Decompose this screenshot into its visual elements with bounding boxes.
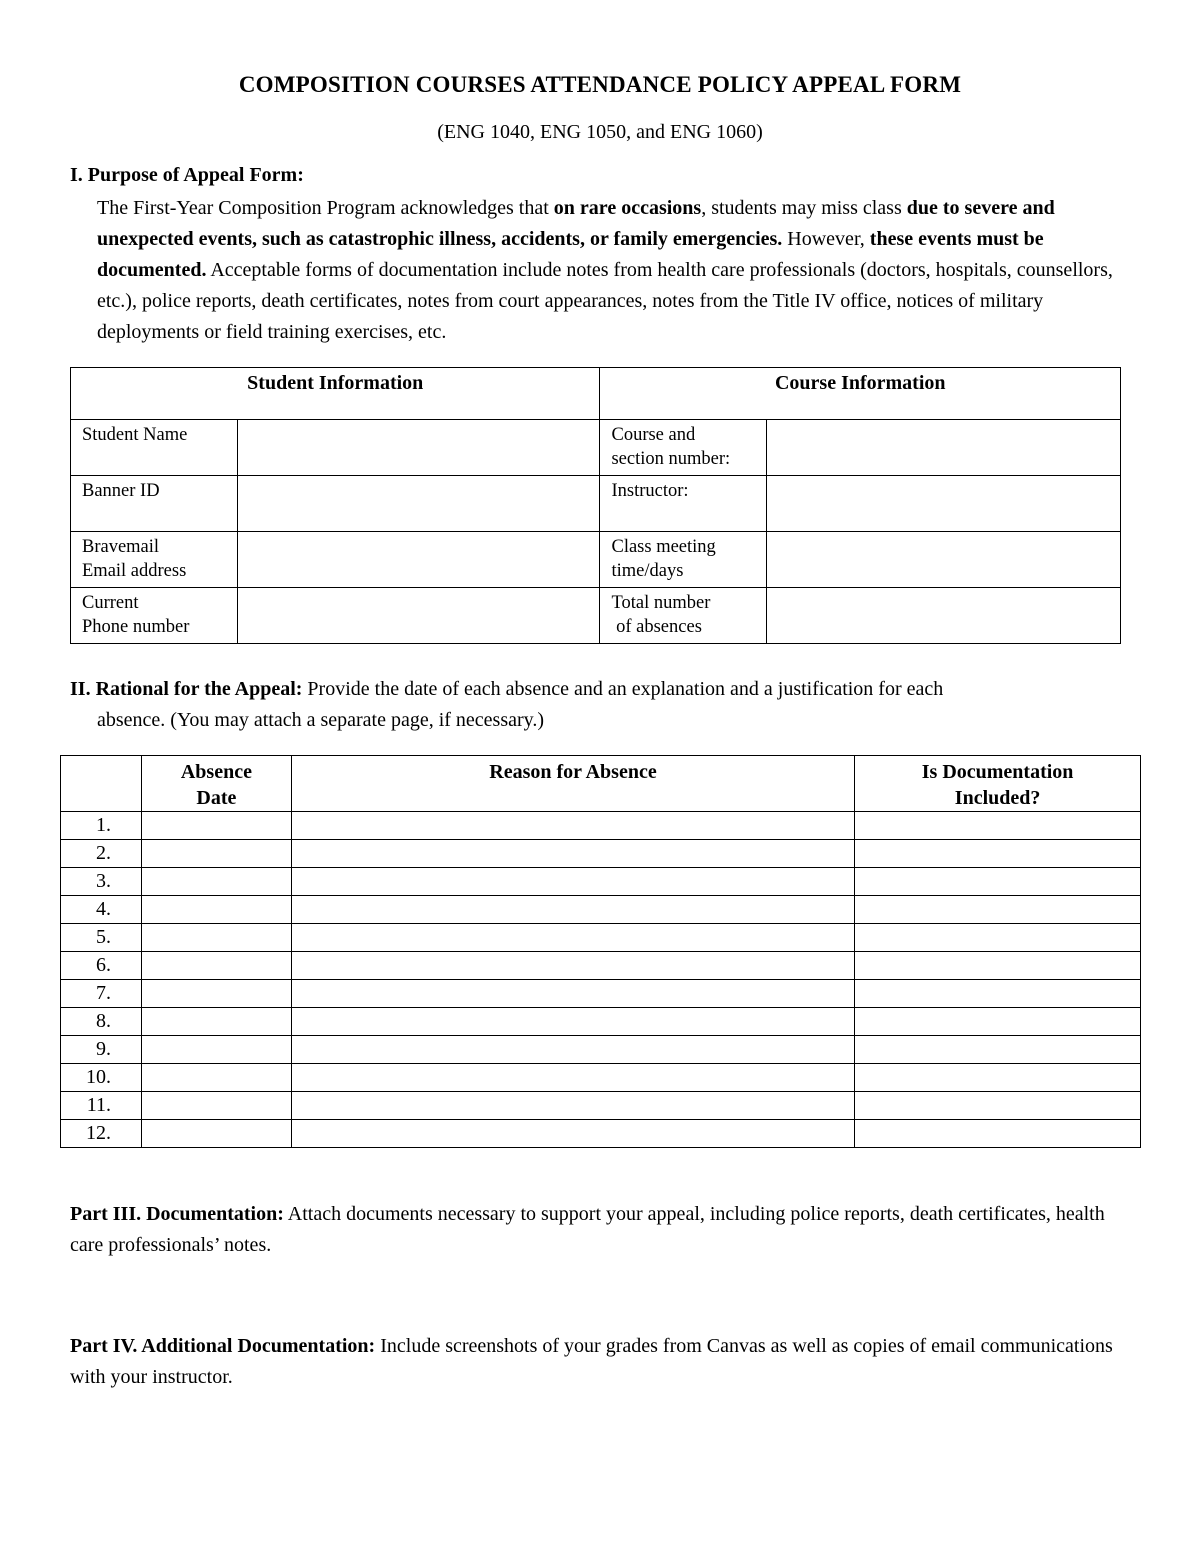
row-number: 6. bbox=[61, 952, 142, 980]
table-row bbox=[61, 1120, 1141, 1148]
student-name-label: Student Name bbox=[71, 420, 238, 476]
reason-cell[interactable] bbox=[291, 1008, 854, 1036]
reason-cell[interactable] bbox=[291, 952, 854, 980]
course-section-field[interactable] bbox=[767, 420, 1121, 476]
student-info-header: Student Information bbox=[71, 368, 600, 420]
absence-date-cell[interactable] bbox=[141, 980, 291, 1008]
phone-label: Current Phone number bbox=[71, 588, 238, 644]
absence-table bbox=[60, 755, 1141, 1148]
row-number: 3. bbox=[61, 868, 142, 896]
row-number: 1. bbox=[61, 812, 142, 840]
table-row bbox=[61, 896, 1141, 924]
info-table bbox=[70, 367, 1121, 644]
section2-text-cont: absence. (You may attach a separate page, if necessary.) bbox=[97, 709, 545, 731]
table-row bbox=[61, 812, 1141, 840]
documentation-cell[interactable] bbox=[855, 812, 1141, 840]
phone-field[interactable] bbox=[237, 588, 600, 644]
table-row bbox=[71, 420, 1121, 476]
reason-header: Reason for Absence bbox=[291, 756, 854, 812]
documentation-cell[interactable] bbox=[855, 896, 1141, 924]
instructor-field[interactable] bbox=[767, 476, 1121, 532]
documentation-cell[interactable] bbox=[855, 1120, 1141, 1148]
part3-text: Attach documents necessary to support your appeal, including police reports, death certificates, health care professionals’ notes. bbox=[70, 1203, 1105, 1256]
section2-heading: II. Rational for the Appeal: bbox=[70, 678, 303, 700]
section2-text: Provide the date of each absence and an explanation and a justification for each bbox=[302, 678, 944, 700]
row-number-header bbox=[61, 756, 142, 812]
row-number: 12. bbox=[61, 1120, 142, 1148]
row-number: 8. bbox=[61, 1008, 142, 1036]
row-number: 5. bbox=[61, 924, 142, 952]
reason-cell[interactable] bbox=[291, 1120, 854, 1148]
meeting-time-field[interactable] bbox=[767, 532, 1121, 588]
row-number: 2. bbox=[61, 840, 142, 868]
reason-cell[interactable] bbox=[291, 1092, 854, 1120]
section2 bbox=[70, 674, 1130, 736]
absences-count-field[interactable] bbox=[767, 588, 1121, 644]
form-subtitle: (ENG 1040, ENG 1050, and ENG 1060) bbox=[437, 121, 763, 143]
reason-cell[interactable] bbox=[291, 840, 854, 868]
documentation-cell[interactable] bbox=[855, 1064, 1141, 1092]
table-row bbox=[71, 476, 1121, 532]
table-row bbox=[61, 952, 1141, 980]
part3-heading: Part III. Documentation: bbox=[70, 1203, 284, 1225]
absence-date-cell[interactable] bbox=[141, 1036, 291, 1064]
reason-cell[interactable] bbox=[291, 1064, 854, 1092]
documentation-header: Is Documentation Included? bbox=[855, 756, 1141, 812]
email-label: Bravemail Email address bbox=[71, 532, 238, 588]
absence-date-cell[interactable] bbox=[141, 952, 291, 980]
row-number: 4. bbox=[61, 896, 142, 924]
section1-heading: I. Purpose of Appeal Form: bbox=[70, 164, 304, 186]
absence-date-cell[interactable] bbox=[141, 1064, 291, 1092]
course-info-header: Course Information bbox=[600, 368, 1121, 420]
reason-cell[interactable] bbox=[291, 980, 854, 1008]
student-name-field[interactable] bbox=[237, 420, 600, 476]
row-number: 10. bbox=[61, 1064, 142, 1092]
table-row bbox=[61, 1036, 1141, 1064]
section1-body: The First-Year Composition Program acknowledges that on rare occasions, students may miss class due to severe and unexpected events, such as catastrophic illness, accidents, or family emergencies. However, these events must be documented. Acceptable forms of documentation include notes from health care professionals (doctors, hospitals, counsellors, etc.), police reports, death certificates, notes from court appearances, notes from the Title IV office, notices of military deployments or field training exercises, etc. bbox=[97, 197, 1113, 343]
reason-cell[interactable] bbox=[291, 812, 854, 840]
absence-date-cell[interactable] bbox=[141, 1120, 291, 1148]
table-row bbox=[61, 1064, 1141, 1092]
absence-date-cell[interactable] bbox=[141, 868, 291, 896]
banner-id-field[interactable] bbox=[237, 476, 600, 532]
part4 bbox=[70, 1331, 1130, 1393]
table-row bbox=[61, 1092, 1141, 1120]
reason-cell[interactable] bbox=[291, 1036, 854, 1064]
documentation-cell[interactable] bbox=[855, 952, 1141, 980]
documentation-cell[interactable] bbox=[855, 840, 1141, 868]
row-number: 11. bbox=[61, 1092, 142, 1120]
documentation-cell[interactable] bbox=[855, 1036, 1141, 1064]
reason-cell[interactable] bbox=[291, 868, 854, 896]
absence-date-cell[interactable] bbox=[141, 840, 291, 868]
table-row bbox=[71, 588, 1121, 644]
documentation-cell[interactable] bbox=[855, 868, 1141, 896]
absence-date-cell[interactable] bbox=[141, 1092, 291, 1120]
banner-id-label: Banner ID bbox=[71, 476, 238, 532]
part4-heading: Part IV. Additional Documentation: bbox=[70, 1335, 376, 1357]
form-title: COMPOSITION COURSES ATTENDANCE POLICY APPEAL FORM bbox=[238, 72, 962, 97]
documentation-cell[interactable] bbox=[855, 1008, 1141, 1036]
course-section-label: Course and section number: bbox=[600, 420, 767, 476]
table-row bbox=[61, 924, 1141, 952]
absences-count-label: Total number of absences bbox=[600, 588, 767, 644]
row-number: 9. bbox=[61, 1036, 142, 1064]
absence-date-cell[interactable] bbox=[141, 812, 291, 840]
table-row bbox=[71, 532, 1121, 588]
absence-date-header: Absence Date bbox=[141, 756, 291, 812]
documentation-cell[interactable] bbox=[855, 1092, 1141, 1120]
table-row bbox=[61, 840, 1141, 868]
reason-cell[interactable] bbox=[291, 924, 854, 952]
meeting-time-label: Class meeting time/days bbox=[600, 532, 767, 588]
reason-cell[interactable] bbox=[291, 896, 854, 924]
part3 bbox=[70, 1199, 1130, 1261]
documentation-cell[interactable] bbox=[855, 924, 1141, 952]
table-row bbox=[61, 1008, 1141, 1036]
row-number: 7. bbox=[61, 980, 142, 1008]
instructor-label: Instructor: bbox=[600, 476, 767, 532]
documentation-cell[interactable] bbox=[855, 980, 1141, 1008]
absence-date-cell[interactable] bbox=[141, 896, 291, 924]
table-row bbox=[61, 980, 1141, 1008]
part4-text: Include screenshots of your grades from Canvas as well as copies of email communications with your instructor. bbox=[70, 1335, 1113, 1388]
table-row bbox=[61, 868, 1141, 896]
absence-date-cell[interactable] bbox=[141, 1008, 291, 1036]
absence-date-cell[interactable] bbox=[141, 924, 291, 952]
email-field[interactable] bbox=[237, 532, 600, 588]
